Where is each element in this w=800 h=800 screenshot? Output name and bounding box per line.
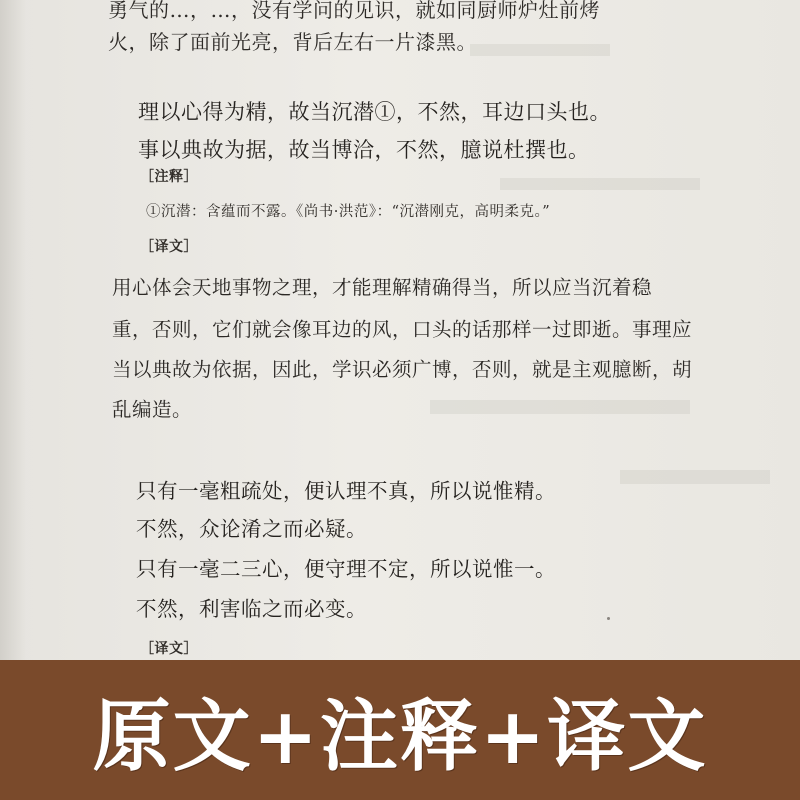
show-through-mark xyxy=(470,44,610,56)
translation-line-4: 乱编造。 xyxy=(112,398,193,421)
passage1-line-2: 事以典故为据，故当博洽，不然，臆说杜撰也。 xyxy=(138,138,590,162)
ink-dot xyxy=(607,617,610,620)
passage2-line-3: 只有一毫二三心，便守理不定，所以说惟一。 xyxy=(136,557,556,581)
show-through-mark xyxy=(500,178,700,190)
translation-line-2: 重，否则，它们就会像耳边的风，口头的话那样一过即逝。事理应 xyxy=(112,318,693,341)
translation-line-3: 当以典故为依据，因此，学识必须广博，否则，就是主观臆断，胡 xyxy=(112,358,693,381)
note-heading: ［注释］ xyxy=(140,169,198,185)
translation-heading-2: ［译文］ xyxy=(140,641,198,657)
intro-line-1: 勇气的…，…，没有学问的见识，就如同厨师炉灶前烤 xyxy=(108,0,600,22)
translation-line-1: 用心体会天地事物之理，才能理解精确得当，所以应当沉着稳 xyxy=(112,276,653,299)
passage1-line-1: 理以心得为精，故当沉潜①，不然，耳边口头也。 xyxy=(138,100,611,124)
passage2-line-2: 不然，众论淆之而必疑。 xyxy=(136,517,367,541)
show-through-mark xyxy=(430,400,690,414)
passage2-line-1: 只有一毫粗疏处，便认理不真，所以说惟精。 xyxy=(136,479,556,503)
passage2-line-4: 不然，利害临之而必变。 xyxy=(136,597,367,621)
note-text: ①沉潜：含蕴而不露。《尚书·洪范》：“沉潜刚克，高明柔克。” xyxy=(146,204,551,220)
promo-banner xyxy=(0,660,800,800)
translation-heading-1: ［译文］ xyxy=(140,239,198,255)
banner-title: 原文+注释+译文 xyxy=(92,691,708,782)
intro-line-2: 火，除了面前光亮，背后左右一片漆黑。 xyxy=(108,30,477,54)
show-through-mark xyxy=(620,470,770,484)
page-gutter-shadow xyxy=(0,0,26,660)
